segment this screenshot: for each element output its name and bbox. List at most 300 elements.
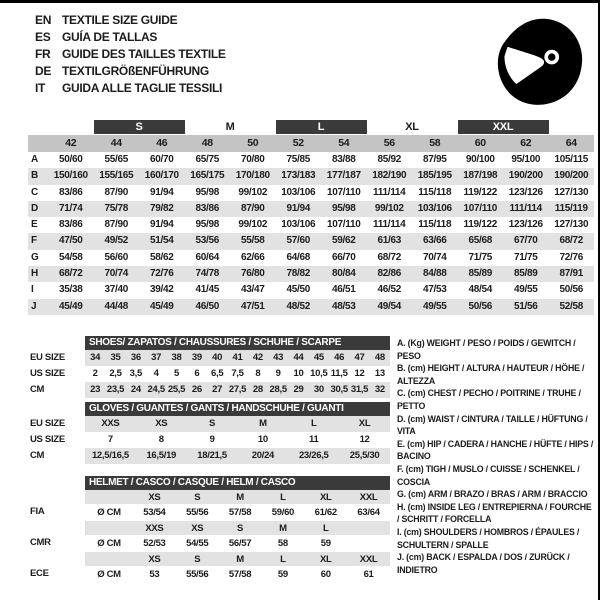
measure-value-cell: 64/68 xyxy=(286,251,311,263)
measure-value-cell: 95/98 xyxy=(195,219,220,231)
measure-value-cell: 61/63 xyxy=(367,233,413,249)
shoes-table xyxy=(28,336,390,398)
shoes-size-cell: 24,5 xyxy=(146,382,166,398)
measure-value-cell: 60/70 xyxy=(149,154,174,165)
legend-item: A. (Kg) WEIGHT / PESO / POIDS / GEWITCH / PESO xyxy=(397,338,576,361)
measure-value-cell: 91/94 xyxy=(149,219,174,231)
size-header-cell: 56 xyxy=(367,135,413,152)
measure-value-cell: 72/76 xyxy=(139,266,185,282)
gloves-table-header: GLOVES / GUANTES / GANTS / HANDSCHUHE / GUANTI xyxy=(85,402,390,416)
measure-row-letter: C xyxy=(31,186,38,198)
measure-value-cell: 47/50 xyxy=(48,233,94,249)
measure-value-cell: 65/68 xyxy=(458,233,504,249)
measure-value-cell: 119/122 xyxy=(463,219,497,231)
measure-value-cell: 105/115 xyxy=(554,154,588,165)
measure-value-cell: 107/110 xyxy=(327,219,361,231)
measure-row-letter: E xyxy=(31,219,38,231)
spacer xyxy=(28,402,85,416)
measure-value-cell: 56/60 xyxy=(104,251,129,263)
language-title-list xyxy=(35,11,226,96)
shoes-size-cell: 23 xyxy=(85,382,105,398)
measure-value-cell: 165/175 xyxy=(185,168,231,184)
measure-value-cell: 87/91 xyxy=(549,266,595,282)
gloves-size-cell: S xyxy=(187,416,238,432)
gloves-size-cell: 16,5/19 xyxy=(136,448,187,464)
measure-row-letter: I xyxy=(31,284,34,296)
helmet-row-label xyxy=(28,552,85,566)
measure-value-cell: 79/82 xyxy=(139,201,185,217)
gloves-size-cell: 25,5/30 xyxy=(339,448,390,464)
measure-value-cell: 46/51 xyxy=(331,284,356,296)
measure-value-cell: 123/126 xyxy=(508,186,543,198)
measure-value-cell: 170/180 xyxy=(230,168,276,184)
helmet-row-label xyxy=(28,521,85,535)
gloves-size-cell: 9 xyxy=(209,434,215,445)
measure-value-cell: 190/200 xyxy=(549,168,595,184)
legend-item: C. (cm) CHEST / PECHO / POITRINE / TRUHE / PETTO xyxy=(397,388,581,411)
language-row xyxy=(35,11,226,28)
spacer xyxy=(28,336,85,350)
measure-row-letter: J xyxy=(28,299,48,315)
measure-value-cell: 68/72 xyxy=(48,266,94,282)
helmet-unit-cell xyxy=(85,521,133,535)
helmet-table xyxy=(28,476,390,584)
measure-value-cell: 190/200 xyxy=(503,168,549,184)
shoes-size-cell: 11,5 xyxy=(330,368,348,379)
guide-title: TEXTILGRÖßENFÜHRUNG xyxy=(62,63,209,78)
measure-value-cell: 127/130 xyxy=(554,186,589,198)
measure-value-cell: 35/38 xyxy=(58,284,83,296)
guide-title: GUÍA DE TALLAS xyxy=(62,29,158,44)
size-group-label: S xyxy=(94,120,185,134)
measure-value-cell: 177/187 xyxy=(321,168,367,184)
measure-value-cell: 119/122 xyxy=(463,186,497,198)
measure-value-cell: 71/75 xyxy=(468,251,493,263)
shoes-size-cell: 37 xyxy=(146,350,166,366)
shoes-size-cell: 43 xyxy=(268,350,288,366)
helmet-row-label: FIA xyxy=(30,506,45,517)
helmet-size-cell: 61 xyxy=(363,569,374,580)
measure-value-cell: 71/75 xyxy=(513,251,538,263)
measure-value-cell: 52/58 xyxy=(549,299,595,315)
helmet-size-cell: L xyxy=(304,521,347,535)
shoes-size-cell: 38 xyxy=(166,350,186,366)
helmet-size-cell: S xyxy=(176,490,219,504)
measure-value-cell: 87/95 xyxy=(422,154,447,165)
helmet-size-cell: 53/54 xyxy=(143,507,166,518)
gloves-size-cell: XL xyxy=(339,416,390,432)
measure-value-cell: 173/183 xyxy=(276,168,322,184)
gloves-row-label: EU SIZE xyxy=(30,418,65,429)
shoes-size-cell: 13 xyxy=(374,368,385,379)
shoes-size-cell: 26 xyxy=(187,382,207,398)
measure-value-cell: 107/110 xyxy=(327,186,361,198)
measure-row-letter: B xyxy=(28,168,48,184)
measure-value-cell: 182/190 xyxy=(367,168,413,184)
measure-value-cell: 80/84 xyxy=(321,266,367,282)
helmet-size-cell: 59 xyxy=(320,538,331,549)
helmet-size-cell: 54/55 xyxy=(186,538,209,549)
shoes-table-header: SHOES/ ZAPATOS / CHAUSSURES / SCHUHE / SCARPE xyxy=(85,336,390,350)
measure-value-cell: 103/106 xyxy=(412,201,458,217)
measure-row-letter: A xyxy=(31,154,38,165)
helmet-size-cell: XS xyxy=(133,490,176,504)
measure-value-cell: 72/76 xyxy=(559,251,584,263)
helmet-size-cell: L xyxy=(261,490,304,504)
helmet-icon-svg xyxy=(488,12,588,110)
measure-value-cell: 43/47 xyxy=(240,284,265,296)
measure-value-cell: 68/72 xyxy=(377,251,402,263)
measure-value-cell: 47/53 xyxy=(422,284,447,296)
shoes-size-cell: 36 xyxy=(126,350,146,366)
shoes-size-cell: 35 xyxy=(105,350,125,366)
measure-value-cell: 37/40 xyxy=(104,284,129,296)
measure-value-cell: 95/98 xyxy=(321,201,367,217)
measure-value-cell: 87/90 xyxy=(104,219,129,231)
guide-title: GUIDE DES TAILLES TEXTILE xyxy=(62,46,226,61)
shoes-size-cell: 4 xyxy=(153,368,159,379)
measure-value-cell: 115/119 xyxy=(549,201,595,217)
measure-value-cell: 50/56 xyxy=(458,299,504,315)
measure-value-cell: 41/45 xyxy=(195,284,220,296)
size-header-cell: 64 xyxy=(549,135,595,152)
helmet-size-cell: 60 xyxy=(320,569,331,580)
measure-value-cell: 187/198 xyxy=(458,168,504,184)
measure-value-cell: 57/60 xyxy=(276,233,322,249)
size-header-cell: 54 xyxy=(321,135,367,152)
gloves-size-cell: 12 xyxy=(359,434,370,445)
shoes-size-cell: 25,5 xyxy=(166,382,186,398)
legend-item: D. (cm) WAIST / CINTURA / TAILLE / HÜFTUNG / VITA xyxy=(397,413,588,437)
gloves-size-cell: L xyxy=(288,416,339,432)
helmet-size-cell xyxy=(347,521,390,535)
racing-helmet-icon xyxy=(488,12,588,110)
measure-value-cell: 39/42 xyxy=(149,284,174,296)
measure-value-cell: 99/102 xyxy=(367,201,413,217)
language-row xyxy=(35,62,226,79)
helmet-size-cell: M xyxy=(219,490,262,504)
measure-value-cell: 150/160 xyxy=(48,168,94,184)
measure-value-cell: 53/56 xyxy=(185,233,231,249)
gloves-table xyxy=(28,402,390,464)
shoes-size-cell: 3,5 xyxy=(129,368,142,379)
measure-value-cell: 115/118 xyxy=(418,186,452,198)
helmet-unit-cell: Ø CM xyxy=(97,538,121,549)
legend-item: H. (cm) INSIDE LEG / ENTREPIERNA / FOURCHE / SCHRITT / FORCELLA xyxy=(397,501,592,525)
helmet-size-cell: XL xyxy=(304,490,347,504)
measure-value-cell: 83/86 xyxy=(58,219,83,231)
gloves-size-cell: XXS xyxy=(85,416,136,432)
shoes-size-cell: 2,5 xyxy=(109,368,122,379)
measure-value-cell: 83/86 xyxy=(185,201,231,217)
size-header-cell: 42 xyxy=(48,135,94,152)
measure-value-cell: 84/88 xyxy=(412,266,458,282)
top-edge-line xyxy=(0,0,600,3)
measure-value-cell: 75/78 xyxy=(94,201,140,217)
shoes-size-cell: 40 xyxy=(207,350,227,366)
helmet-size-cell: 61/62 xyxy=(314,507,337,518)
measure-value-cell: 78/82 xyxy=(276,266,322,282)
gloves-size-cell: 23/26,5 xyxy=(288,448,339,464)
helmet-row-label: CMR xyxy=(30,537,51,548)
measure-value-cell: 48/53 xyxy=(321,299,367,315)
size-header-cell: 62 xyxy=(503,135,549,152)
shoes-size-cell: 27 xyxy=(207,382,227,398)
helmet-size-cell: M xyxy=(261,521,304,535)
measure-value-cell: 58/62 xyxy=(149,251,174,263)
measure-value-cell: 45/49 xyxy=(48,299,94,315)
helmet-size-cell: 55/56 xyxy=(186,569,209,580)
measure-value-cell: 60/64 xyxy=(195,251,220,263)
measure-value-cell: 46/52 xyxy=(377,284,402,296)
gloves-size-cell: 11 xyxy=(309,434,319,445)
size-header-cell: 60 xyxy=(458,135,504,152)
legend-item: B. (cm) HEIGHT / ALTURA / HAUTEUR / HÖHE / ALTEZZA xyxy=(397,363,585,386)
shoes-size-cell: 34 xyxy=(85,350,105,366)
measure-value-cell: 47/51 xyxy=(230,299,276,315)
helmet-unit-cell xyxy=(85,552,133,566)
measure-value-cell: 67/70 xyxy=(503,233,549,249)
gloves-size-cell: 8 xyxy=(158,434,164,445)
measure-value-cell: 59/62 xyxy=(321,233,367,249)
helmet-table-header: HELMET / CASCO / CASQUE / HELM / CASCO xyxy=(85,476,390,490)
shoes-size-cell: 47 xyxy=(349,350,369,366)
legend-item: G. (cm) ARM / BRAZO / BRAS / ARM / BRACCIO xyxy=(397,489,588,500)
measure-value-cell: 99/102 xyxy=(238,219,268,231)
measure-value-cell: 50/60 xyxy=(58,154,83,165)
shoes-size-cell: 6 xyxy=(194,368,200,379)
measure-value-cell: 44/48 xyxy=(94,299,140,315)
helmet-size-cell: 59 xyxy=(277,569,288,580)
measure-value-cell: 91/94 xyxy=(149,186,174,198)
measure-value-cell: 127/130 xyxy=(554,219,589,231)
helmet-unit-cell: Ø CM xyxy=(97,507,121,518)
language-code: DE xyxy=(35,63,52,78)
helmet-size-cell: XXS xyxy=(133,521,176,535)
measure-value-cell: 107/110 xyxy=(458,201,504,217)
language-row xyxy=(35,45,226,62)
measure-row-letter: G xyxy=(31,251,39,263)
measure-value-cell: 85/89 xyxy=(503,266,549,282)
measure-value-cell: 91/94 xyxy=(276,201,322,217)
measure-row-letter: F xyxy=(28,233,48,249)
measure-value-cell: 76/80 xyxy=(230,266,276,282)
measure-value-cell: 75/85 xyxy=(286,154,311,165)
legend-item: E. (cm) HIP / CADERA / HANCHE / HÜFTE / HIPS / BACINO xyxy=(397,438,594,462)
shoes-size-cell: 46 xyxy=(329,350,349,366)
measure-value-cell: 48/52 xyxy=(276,299,322,315)
shoes-size-cell: 27,5 xyxy=(227,382,247,398)
shoes-size-cell: 10,5 xyxy=(310,368,328,379)
gloves-size-cell: 7 xyxy=(107,434,113,445)
measure-value-cell: 111/114 xyxy=(373,186,406,198)
shoes-row-label: CM xyxy=(30,384,45,395)
helmet-size-cell: 55/56 xyxy=(186,507,209,518)
measure-value-cell: 90/100 xyxy=(465,154,495,165)
shoes-size-cell: 31,5 xyxy=(349,382,369,398)
size-header-cell: 48 xyxy=(185,135,231,152)
legend-item: F. (cm) TIGH / MUSLO / CUISSE / SCHENKEL / COSCIA xyxy=(397,463,580,487)
size-header-corner xyxy=(28,135,48,152)
shoes-size-cell: 23,5 xyxy=(105,382,125,398)
gloves-row-label: CM xyxy=(30,450,45,461)
helmet-size-cell: XXL xyxy=(347,490,390,504)
size-header-cell: 50 xyxy=(230,135,276,152)
measure-value-cell: 49/52 xyxy=(94,233,140,249)
measure-value-cell: 123/126 xyxy=(508,219,543,231)
size-group-spacer xyxy=(28,120,94,134)
measure-value-cell: 95/100 xyxy=(511,154,541,165)
size-header-cell: 58 xyxy=(412,135,458,152)
gloves-size-cell: 12,5/16,5 xyxy=(85,448,136,464)
shoes-size-cell: 2 xyxy=(92,368,98,379)
measure-value-cell: 50/56 xyxy=(559,284,584,296)
measure-value-cell: 48/54 xyxy=(468,284,493,296)
size-header-cell: 46 xyxy=(139,135,185,152)
helmet-size-cell: XXL xyxy=(347,552,390,566)
legend-item: J. (cm) BACK / ESPALDA / DOS / ZURÜCK / INDIETRO xyxy=(397,552,570,575)
measure-value-cell: 70/74 xyxy=(94,266,140,282)
shoes-size-cell: 41 xyxy=(227,350,247,366)
measure-value-cell: 155/165 xyxy=(94,168,140,184)
helmet-size-cell: M xyxy=(219,552,262,566)
measure-value-cell: 65/75 xyxy=(195,154,220,165)
shoes-size-cell: 48 xyxy=(370,350,390,366)
shoes-size-cell: 32 xyxy=(370,382,390,398)
measure-value-cell: 185/195 xyxy=(412,168,458,184)
measure-value-cell: 46/50 xyxy=(185,299,231,315)
shoes-size-cell: 28 xyxy=(248,382,268,398)
size-group-label: L xyxy=(276,120,367,134)
helmet-size-cell: 56/57 xyxy=(228,538,252,549)
measure-value-cell: 63/66 xyxy=(412,233,458,249)
measure-value-cell: 87/90 xyxy=(230,201,276,217)
shoes-size-cell: 7,5 xyxy=(231,368,244,379)
measure-value-cell: 111/114 xyxy=(373,219,406,231)
measure-value-cell: 115/118 xyxy=(418,219,452,231)
guide-title: TEXTILE SIZE GUIDE xyxy=(62,12,178,27)
helmet-size-cell: 63/64 xyxy=(357,507,380,518)
measure-value-cell: 74/78 xyxy=(185,266,231,282)
language-code: IT xyxy=(35,80,46,95)
shoes-size-cell: 9 xyxy=(275,368,281,379)
gloves-size-cell: XS xyxy=(136,416,187,432)
measure-value-cell: 62/66 xyxy=(240,251,265,263)
language-code: EN xyxy=(35,12,52,27)
shoes-row-label: US SIZE xyxy=(30,368,65,379)
measure-value-cell: 49/55 xyxy=(412,299,458,315)
gloves-size-cell: M xyxy=(237,416,288,432)
shoes-size-cell: 8 xyxy=(255,368,261,379)
measure-value-cell: 87/90 xyxy=(104,186,129,198)
measure-value-cell: 95/98 xyxy=(195,186,220,198)
shoes-size-cell: 30 xyxy=(309,382,329,398)
shoes-size-cell: 30,5 xyxy=(329,382,349,398)
helmet-size-cell: 52/53 xyxy=(143,538,166,549)
measure-value-cell: 83/88 xyxy=(331,154,356,165)
helmet-size-cell: S xyxy=(176,552,219,566)
size-group-label: M xyxy=(225,121,235,133)
helmet-size-cell: S xyxy=(219,521,262,535)
helmet-size-cell: 59/60 xyxy=(271,507,295,518)
gloves-size-cell: 20/24 xyxy=(237,448,288,464)
helmet-size-cell: 53 xyxy=(149,569,160,580)
shoes-size-cell: 10 xyxy=(293,368,304,379)
measure-value-cell: 66/70 xyxy=(331,251,356,263)
measure-value-cell: 103/106 xyxy=(281,219,316,231)
measure-value-cell: 55/65 xyxy=(104,154,129,165)
measure-value-cell: 45/50 xyxy=(286,284,311,296)
helmet-row-label xyxy=(28,490,85,504)
helmet-unit-cell: Ø CM xyxy=(97,569,121,580)
shoes-size-cell: 42 xyxy=(248,350,268,366)
measure-value-cell: 83/86 xyxy=(58,186,83,198)
measure-value-cell: 51/56 xyxy=(503,299,549,315)
helmet-row-label: ECE xyxy=(30,568,49,579)
helmet-unit-cell xyxy=(85,490,133,504)
measure-value-cell: 45/49 xyxy=(139,299,185,315)
language-code: ES xyxy=(35,29,51,44)
measure-value-cell: 70/74 xyxy=(422,251,447,263)
measure-value-cell: 55/58 xyxy=(230,233,276,249)
shoes-size-cell: 24 xyxy=(126,382,146,398)
language-row xyxy=(35,28,226,45)
size-header-cell: 44 xyxy=(94,135,140,152)
size-group-spacer xyxy=(549,120,595,134)
shoes-size-cell: 45 xyxy=(309,350,329,366)
helmet-size-cell xyxy=(347,535,390,552)
measure-value-cell: 85/92 xyxy=(377,154,402,165)
measure-value-cell: 54/58 xyxy=(58,251,83,263)
measure-value-cell: 99/102 xyxy=(238,186,268,198)
gloves-row-label: US SIZE xyxy=(30,434,65,445)
helmet-size-cell: XS xyxy=(176,521,219,535)
shoes-size-cell: 44 xyxy=(288,350,308,366)
gloves-size-cell: 18/21,5 xyxy=(187,448,238,464)
language-code: FR xyxy=(35,46,51,61)
helmet-size-cell: XS xyxy=(133,552,176,566)
measurement-legend xyxy=(397,337,594,576)
language-row xyxy=(35,79,226,96)
main-size-table xyxy=(28,120,594,315)
shoes-size-cell: 29 xyxy=(288,382,308,398)
measure-value-cell: 85/89 xyxy=(458,266,504,282)
helmet-size-cell: 58 xyxy=(277,538,288,549)
helmet-size-cell: XL xyxy=(304,552,347,566)
size-header-cell: 52 xyxy=(276,135,322,152)
shoes-size-cell: 12 xyxy=(354,368,365,379)
measure-value-cell: 103/106 xyxy=(281,186,316,198)
shoes-row-label: EU SIZE xyxy=(30,352,65,363)
spacer xyxy=(28,476,85,490)
measure-value-cell: 68/72 xyxy=(549,233,595,249)
legend-item: I. (cm) SHOULDERS / HOMBROS / ÉPAULES / SCHULTERN / SPALLE xyxy=(397,526,580,550)
measure-value-cell: 71/74 xyxy=(48,201,94,217)
measure-value-cell: 70/80 xyxy=(240,154,265,165)
size-group-label: XXL xyxy=(458,120,549,134)
measure-value-cell: 82/86 xyxy=(367,266,413,282)
helmet-size-cell: 57/58 xyxy=(228,507,252,518)
shoes-size-cell: 28,5 xyxy=(268,382,288,398)
shoes-size-cell: 5 xyxy=(174,368,179,379)
gloves-size-cell: 10 xyxy=(257,434,268,445)
measure-value-cell: 111/114 xyxy=(503,201,549,217)
shoes-size-cell: 6,5 xyxy=(211,368,224,379)
shoes-size-cell: 39 xyxy=(187,350,207,366)
measure-value-cell: 49/55 xyxy=(513,284,538,296)
guide-title: GUIDA ALLE TAGLIE TESSILI xyxy=(62,80,223,95)
helmet-size-cell: L xyxy=(261,552,304,566)
